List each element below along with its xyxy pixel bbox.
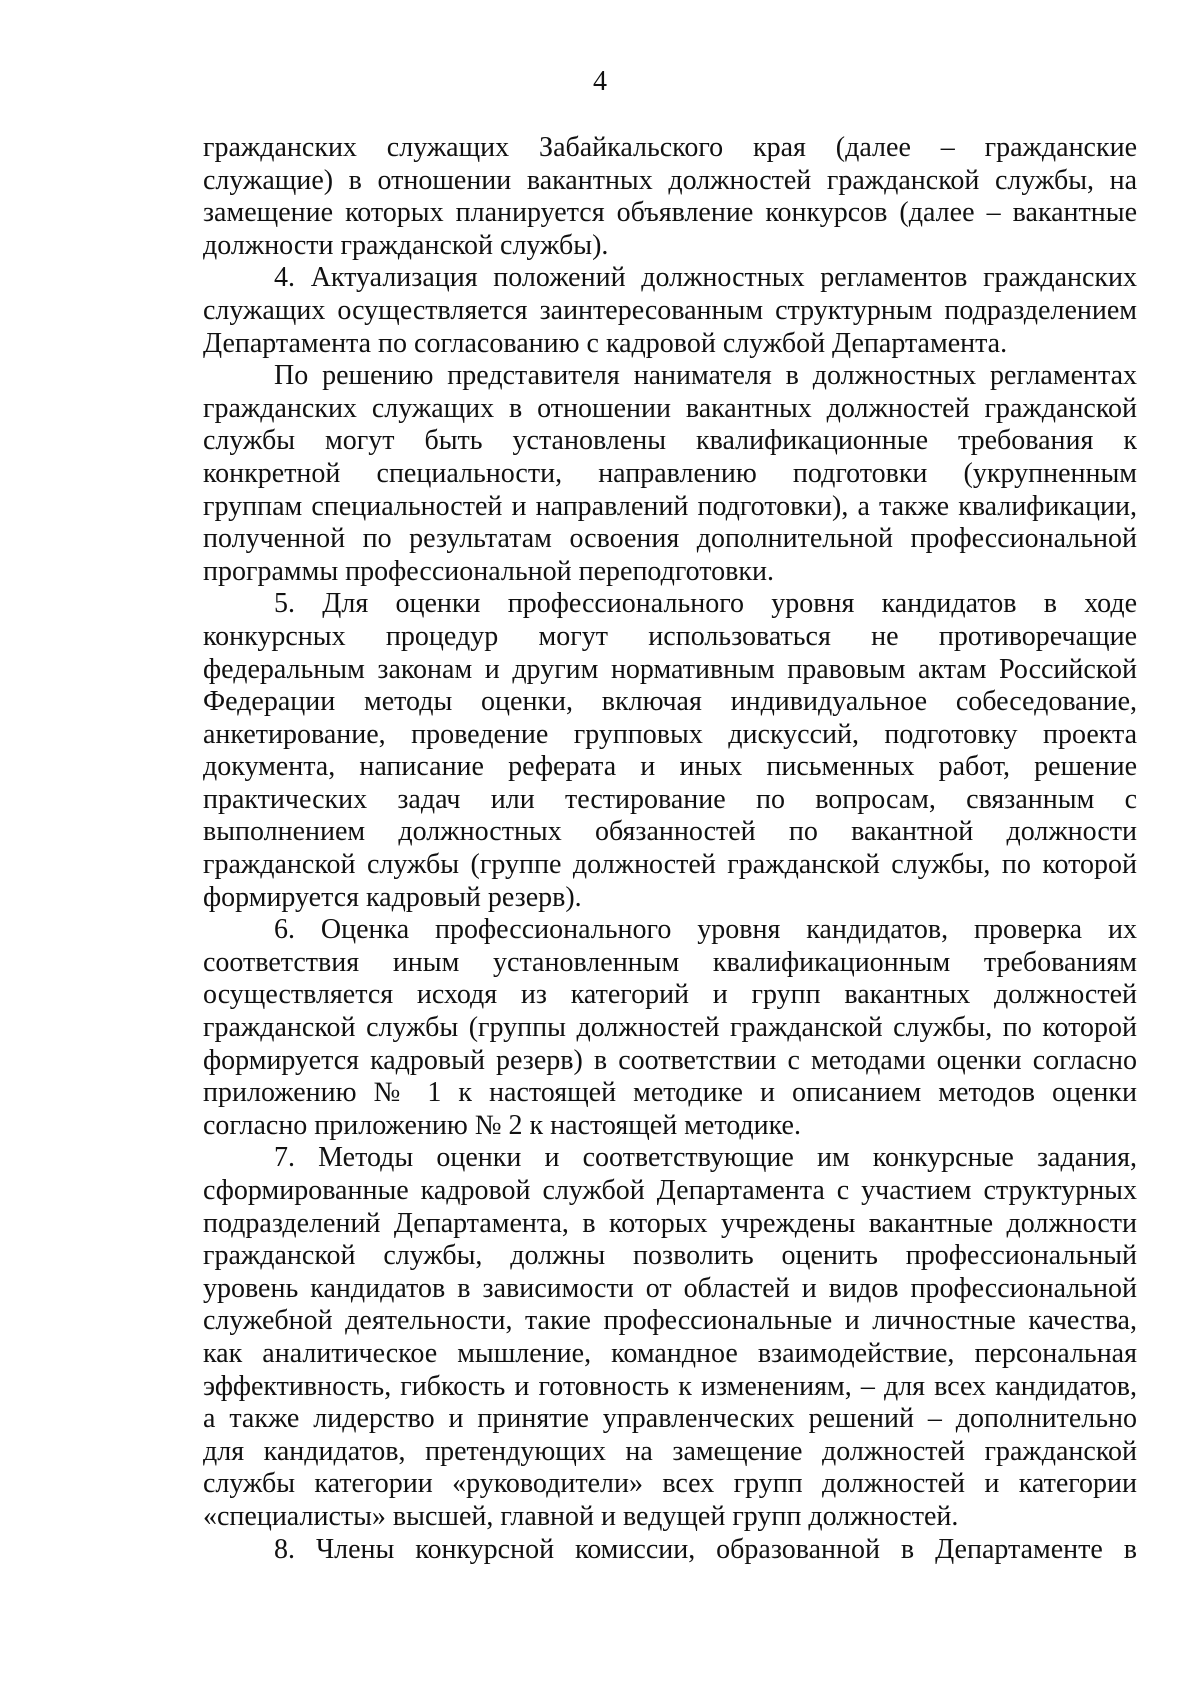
- text-line: подразделений Департамента, в которых учреждены вакантные должности: [203, 1207, 1137, 1239]
- text-line: уровень кандидатов в зависимости от областей и видов профессиональной: [203, 1272, 1137, 1304]
- text-line: службы могут быть установлены квалификационные требования к: [203, 425, 1137, 457]
- text-line: выполнением должностных обязанностей по вакантной должности: [203, 816, 1137, 848]
- text-line: служащие) в отношении вакантных должностей гражданской службы, на: [203, 164, 1137, 196]
- paragraph: [203, 588, 1137, 914]
- text-line: формируется кадровый резерв) в соответствии с методами оценки согласно: [203, 1044, 1137, 1076]
- text-line: гражданских служащих в отношении вакантных должностей гражданской: [203, 392, 1137, 424]
- text-line: гражданской службы, должны позволить оценить профессиональный: [203, 1240, 1137, 1272]
- paragraph: [203, 1534, 1137, 1567]
- text-line: служебной деятельности, такие профессиональные и личностные качества,: [203, 1305, 1137, 1337]
- text-line: программы профессиональной переподготовки.: [203, 555, 774, 587]
- text-line: федеральным законам и другим нормативным правовым актам Российской: [203, 653, 1137, 685]
- text-line: должности гражданской службы).: [203, 229, 609, 261]
- text-line: гражданских служащих Забайкальского края (далее – гражданские: [203, 132, 1137, 163]
- page-number: 4: [593, 66, 607, 97]
- paragraph: [203, 914, 1137, 1142]
- text-line: конкурсных процедур могут использоваться не противоречащие: [203, 620, 1137, 652]
- text-line: 8. Члены конкурсной комиссии, образованной в Департаменте в: [274, 1533, 1137, 1565]
- text-line: гражданской службы (группе должностей гражданской службы, по которой: [203, 849, 1137, 881]
- text-line: Федерации методы оценки, включая индивидуальное собеседование,: [203, 686, 1137, 718]
- text-line: полученной по результатам освоения дополнительной профессиональной: [203, 523, 1137, 555]
- text-line: а также лидерство и принятие управленческих решений – дополнительно: [203, 1403, 1137, 1435]
- text-line: документа, написание реферата и иных письменных работ, решение: [203, 751, 1137, 783]
- text-line: анкетирование, проведение групповых дискуссий, подготовку проекта: [203, 718, 1137, 750]
- text-line: 6. Оценка профессионального уровня кандидатов, проверка их: [274, 914, 1137, 946]
- text-line: 5. Для оценки профессионального уровня кандидатов в ходе: [274, 588, 1137, 620]
- text-line: По решению представителя нанимателя в должностных регламентах: [274, 360, 1137, 392]
- text-line: соответствия иным установленным квалификационным требованиям: [203, 946, 1137, 978]
- text-line: «специалисты» высшей, главной и ведущей групп должностей.: [203, 1500, 959, 1532]
- text-line: службы категории «руководители» всех групп должностей и категории: [203, 1468, 1137, 1500]
- text-line: приложению № 1 к настоящей методике и описанием методов оценки: [203, 1077, 1137, 1109]
- text-line: осуществляется исходя из категорий и групп вакантных должностей: [203, 979, 1137, 1011]
- text-line: для кандидатов, претендующих на замещение должностей гражданской: [203, 1435, 1137, 1467]
- text-line: 7. Методы оценки и соответствующие им конкурсные задания,: [274, 1142, 1137, 1174]
- paragraph: [203, 132, 1137, 262]
- paragraph: [203, 360, 1137, 588]
- paragraph: [203, 262, 1137, 360]
- text-line: согласно приложению № 2 к настоящей методике.: [203, 1109, 801, 1141]
- text-line: практических задач или тестирование по вопросам, связанным с: [203, 783, 1137, 815]
- text-line: группам специальностей и направлений подготовки), а также квалификации,: [203, 490, 1137, 522]
- text-line: формируется кадровый резерв).: [203, 881, 582, 913]
- text-line: гражданской службы (группы должностей гражданской службы, по которой: [203, 1012, 1137, 1044]
- text-line: служащих осуществляется заинтересованным структурным подразделением: [203, 294, 1137, 326]
- text-line: конкретной специальности, направлению подготовки (укрупненным: [203, 457, 1137, 489]
- text-line: эффективность, гибкость и готовность к изменениям, – для всех кандидатов,: [203, 1370, 1137, 1402]
- text-line: 4. Актуализация положений должностных регламентов гражданских: [274, 262, 1137, 294]
- text-line: замещение которых планируется объявление конкурсов (далее – вакантные: [203, 197, 1137, 229]
- text-line: Департамента по согласованию с кадровой службой Департамента.: [203, 327, 1008, 359]
- document-body: [203, 132, 1137, 1566]
- paragraph: [203, 1142, 1137, 1533]
- text-line: как аналитическое мышление, командное взаимодействие, персональная: [203, 1337, 1137, 1369]
- text-line: сформированные кадровой службой Департамента с участием структурных: [203, 1175, 1137, 1206]
